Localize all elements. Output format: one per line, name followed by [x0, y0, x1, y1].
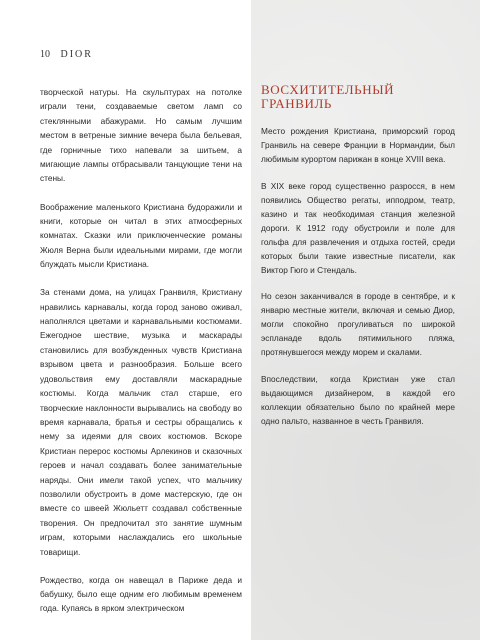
main-text-column	[40, 85, 242, 630]
brand-name: DIOR	[60, 49, 93, 60]
page-number: 10	[40, 49, 50, 60]
main-paragraph: За стенами дома, на улицах Гранвиля, Кристиану нравились карнавалы, когда город заново оживал, наполнялся цветами и карнавальными костюмами. Ежегодное шествие, музыка и маскарады становились для возбужденных чувств Кристиана взрывом цвета и разнообразия. Больше всего удовольствия ему доставляли маскарадные костюмы. Когда мальчик стал старше, его творческие наклонности вырывались на свободу во время карнавала, братья и сестры обращались к нему за идеями для своих костюмов. Вскоре Кристиан перерос костюмы Арлекинов и сказочных героев и начал создавать более занимательные наряды. Они имели такой успех, что мальчику позволили обустроить в доме мастерскую, где он вместе со швеей Жюльетт создавал собственные творения. Он предпочитал это занятие шумным играм, которыми наслаждались его школьные товарищи.	[40, 287, 242, 557]
main-paragraph: Воображение маленького Кристиана будоражили и книги, которые он читал в этих атмосферных комнатах. Сказки или приключенческие романы Жюля Верна были идеальными мирами, где могли блуждать мысли Кристиана.	[40, 201, 242, 270]
main-paragraph: Рождество, когда он навещал в Париже деда и бабушку, было еще одним его любимым временем года. Купаясь в ярком электрическом	[40, 574, 242, 614]
sidebar-paragraph: В XIX веке город существенно разросся, в нем появились Общество регаты, ипподром, театр, казино и так необходимая станция железной дороги. К 1912 году обустроили и поле для гольфа для развлечения и отдыха гостей, среди которых были такие известные писатели, как Виктор Гюго и Стендаль.	[261, 180, 455, 275]
main-paragraph: творческой натуры. На скульптурах на потолке играли тени, создаваемые светом ламп со стеклянными абажурами. Но самым лучшим местом в ветреные зимние вечера была бельевая, где горничные тихо напевали за шитьем, а мигающие лампы отбрасывали танцующие тени на стены.	[40, 87, 242, 184]
sidebar-title: ВОСХИТИТЕЛЬНЫЙ ГРАНВИЛЬ	[261, 82, 395, 111]
sidebar-text	[261, 124, 455, 440]
running-header	[40, 49, 93, 60]
sidebar-paragraph: Место рождения Кристиана, приморский город Гранвиль на севере Франции в Нормандии, был любимым курортом парижан в конце XVIII века.	[261, 126, 455, 164]
sidebar-paragraph: Впоследствии, когда Кристиан уже стал выдающимся дизайнером, в каждой его коллекции обязательно было по крайней мере одно пальто, названное в честь Гранвиля.	[261, 373, 455, 426]
sidebar-paragraph: Но сезон заканчивался в городе в сентябре, и к январю местные жители, включая и семью Диор, могли спокойно прогуливаться по широкой эспланаде вдоль пятимильного пляжа, протянувшегося между морем и скалами.	[261, 291, 455, 357]
